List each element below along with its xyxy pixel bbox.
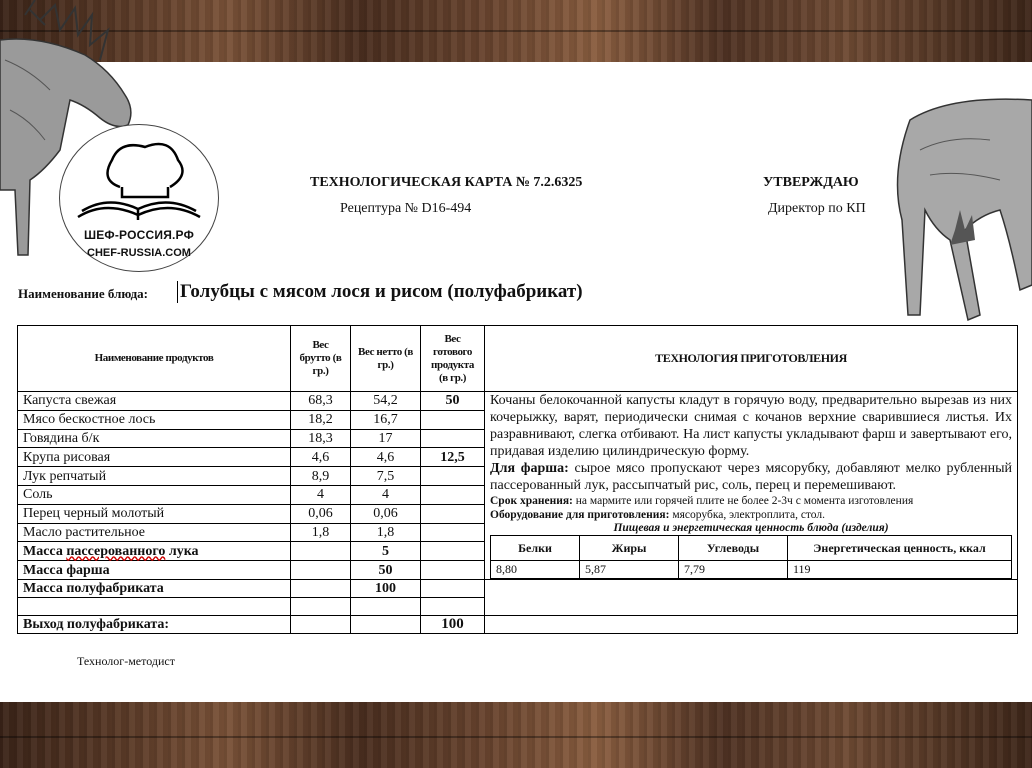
stuffing-label: Для фарша: [490, 461, 569, 476]
output-value: 100 [421, 616, 485, 634]
header-net: Вес нетто (в гр.) [351, 326, 421, 392]
nutrition-value-protein: 8,80 [491, 561, 580, 579]
row-gross: 0,06 [291, 504, 351, 523]
row-gross: 68,3 [291, 392, 351, 411]
row-net: 54,2 [351, 392, 421, 411]
row-gross: 8,9 [291, 467, 351, 486]
mass-semi-label: Масса полуфабриката [18, 580, 291, 598]
moose-right-illustration [880, 80, 1032, 325]
nutrition-value-fat: 5,87 [580, 561, 679, 579]
row-name: Мясо бескостное лось [18, 410, 291, 429]
equipment-label: Оборудование для приготовления: [490, 509, 670, 521]
row-gross: 4,6 [291, 448, 351, 467]
row-net: 4,6 [351, 448, 421, 467]
dish-name: Голубцы с мясом лося и рисом (полуфабрикат) [177, 281, 583, 303]
header-ready: Вес готового продукта (в гр.) [421, 326, 485, 392]
dish-label: Наименование блюда: [18, 286, 148, 301]
row-net: 16,7 [351, 410, 421, 429]
table-row-output [18, 616, 1018, 634]
row-net: 7,5 [351, 467, 421, 486]
row-gross: 4 [291, 485, 351, 504]
header-product: Наименование продуктов [18, 326, 291, 392]
row-net: 4 [351, 485, 421, 504]
stuffing-text: сырое мясо пропускают через мясорубку, добавляют мелко рубленный пассерованный лук, рассыпчатый рис, соль, перец и перемешивают. [490, 461, 1012, 493]
row-name: Лук репчатый [18, 467, 291, 486]
equipment-text: мясорубка, электроплита, стол. [669, 509, 826, 521]
chef-russia-logo [59, 124, 219, 272]
nutrition-value-energy: 119 [788, 561, 1012, 579]
mass-onion-label: Масса пассерованного лука [18, 542, 291, 561]
wood-banner-top [0, 0, 1032, 62]
row-ready: 50 [421, 392, 485, 411]
row-name: Соль [18, 485, 291, 504]
storage-text: на мармите или горячей плите не более 2-3ч с момента изготовления [572, 495, 914, 507]
nutrition-header-carbs: Углеводы [679, 536, 788, 561]
nutrition-title: Пищевая и энергетическая ценность блюда (изделия) [613, 522, 889, 534]
nutrition-header-protein: Белки [491, 536, 580, 561]
technologist-label: Технолог-методист [77, 654, 175, 668]
row-ready [421, 429, 485, 448]
row-ready [421, 410, 485, 429]
row-name: Масло растительное [18, 523, 291, 542]
mass-stuffing-net: 50 [351, 561, 421, 580]
header-technology: ТЕХНОЛОГИЯ ПРИГОТОВЛЕНИЯ [485, 326, 1018, 392]
table-row [18, 392, 1018, 411]
row-net: 1,8 [351, 523, 421, 542]
storage-label: Срок хранения: [490, 495, 573, 507]
row-name: Капуста свежая [18, 392, 291, 411]
output-label: Выход полуфабриката: [18, 616, 291, 634]
recipe-table [17, 325, 1018, 634]
mass-onion-net: 5 [351, 542, 421, 561]
equipment-line [490, 508, 1012, 522]
mass-semi-net: 100 [351, 580, 421, 598]
document-title: ТЕХНОЛОГИЧЕСКАЯ КАРТА № 7.2.6325 [310, 175, 583, 190]
nutrition-value-carbs: 7,79 [679, 561, 788, 579]
table-row-mass-semi [18, 580, 1018, 598]
director-label: Директор по КП [768, 201, 866, 216]
row-ready [421, 504, 485, 523]
table-row-empty [18, 598, 1018, 616]
row-net: 17 [351, 429, 421, 448]
recipe-number: Рецептура № D16-494 [340, 201, 472, 216]
storage-line [490, 494, 1012, 508]
tech-paragraph-1: Кочаны белокочанной капусты кладут в горячую воду, предварительно вырезав из них кочерыжку, варят, периодически снимая с кочанов верхние сварившиеся листья. Их разравнивают, слегка отбивают. На лист капусты укладывают фарш и завертывают его, придавая изделию цилиндрическую форму. [490, 393, 1012, 459]
row-ready [421, 523, 485, 542]
logo-text-en: CHEF-RUSSIA.COM [87, 247, 191, 259]
chef-hat-book-icon [60, 125, 218, 225]
row-net: 0,06 [351, 504, 421, 523]
row-gross: 1,8 [291, 523, 351, 542]
row-gross: 18,2 [291, 410, 351, 429]
row-ready [421, 485, 485, 504]
nutrition-header-energy: Энергетическая ценность, ккал [788, 536, 1012, 561]
tech-paragraph-2 [490, 460, 1012, 494]
row-ready [421, 467, 485, 486]
row-gross: 18,3 [291, 429, 351, 448]
nutrition-header-fat: Жиры [580, 536, 679, 561]
nutrition-table [490, 535, 1012, 579]
row-name: Перец черный молотый [18, 504, 291, 523]
header-gross: Вес брутто (в гр.) [291, 326, 351, 392]
wood-banner-bottom [0, 702, 1032, 768]
row-ready: 12,5 [421, 448, 485, 467]
technology-cell [485, 392, 1018, 580]
logo-text-ru: ШЕФ-РОССИЯ.РФ [83, 228, 195, 242]
row-name: Говядина б/к [18, 429, 291, 448]
approve-heading: УТВЕРЖДАЮ [763, 175, 859, 190]
row-name: Крупа рисовая [18, 448, 291, 467]
mass-stuffing-label: Масса фарша [18, 561, 291, 580]
